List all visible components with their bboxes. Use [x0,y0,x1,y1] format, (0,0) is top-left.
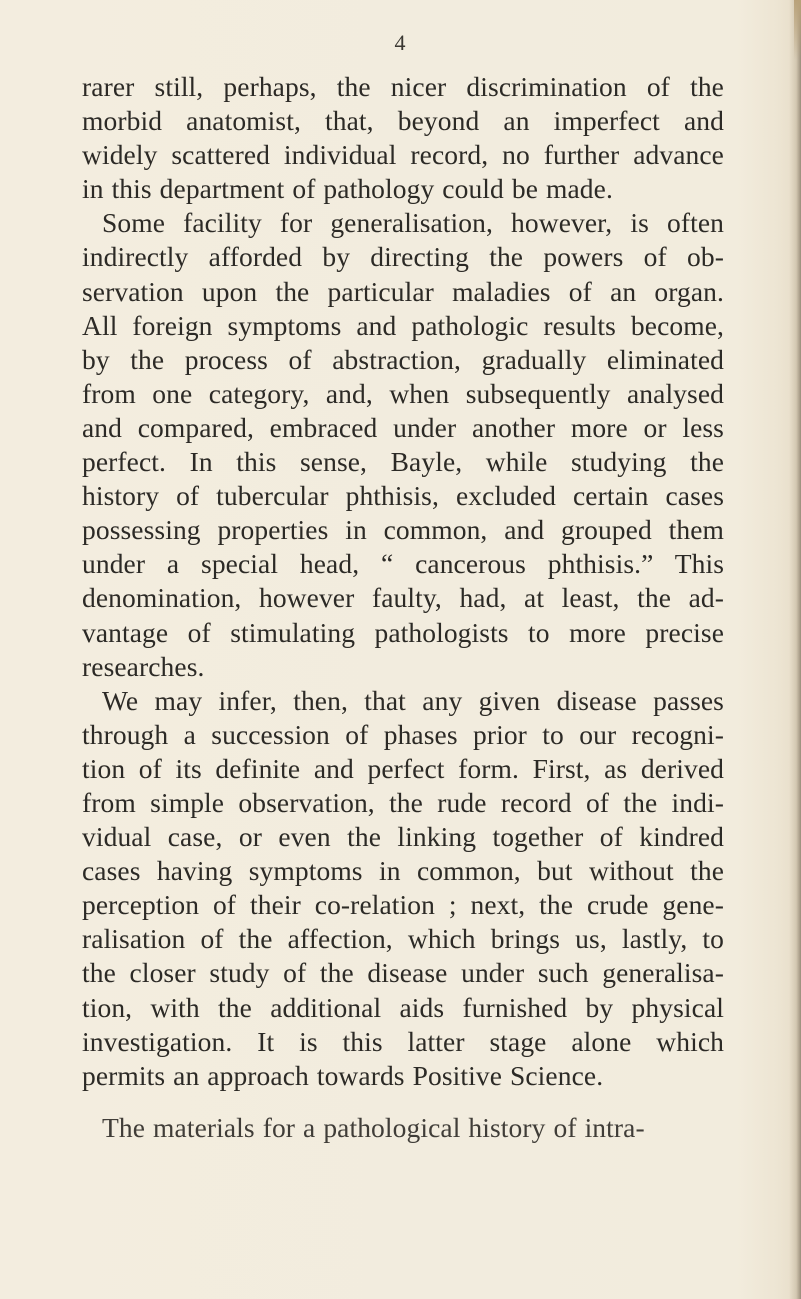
text-line: All foreign symptoms and pathologic results become, [82,309,724,341]
text-line: rarer still, perhaps, the nicer discrimination of the [82,71,724,102]
text-line: widely scattered individual record, no further advance [82,139,724,171]
text-line: by the process of abstraction, gradually eliminated [82,343,724,375]
text-line: vantage of stimulating pathologists to more precise [82,616,724,648]
text-line: possessing properties in common, and grouped them [82,514,724,546]
text-line: investigation. It is this latter stage alone which [82,1025,724,1057]
text-line: researches. [82,650,205,682]
text-line: indirectly afforded by directing the powers of ob- [82,241,724,273]
text-line: the closer study of the disease under such generalisa- [82,957,724,989]
body-text [82,70,724,1145]
text-line-last: The materials for a pathological history of intra- [102,1111,645,1143]
text-line: through a succession of phases prior to our recogni- [82,718,724,750]
text-line: perception of their co-relation ; next, the crude gene- [82,889,724,921]
text-line: Some facility for generalisation, however, is often [102,207,724,239]
text-line: history of tubercular phthisis, excluded certain cases [82,480,724,512]
text-line: from simple observation, the rude record of the indi- [82,786,724,818]
text-line: morbid anatomist, that, beyond an imperfect and [82,105,724,137]
text-line: in this department of pathology could be made. [82,173,613,205]
text-line: from one category, and, when subsequently analysed [82,377,724,409]
paragraph-gap [82,1093,724,1111]
text-line: and compared, embraced under another more or less [82,411,724,443]
text-line: ralisation of the affection, which brings us, lastly, to [82,923,724,955]
text-line: permits an approach towards Positive Science. [82,1059,604,1091]
text-line: denomination, however faulty, had, at least, the ad- [82,582,724,614]
text-line: tion, with the additional aids furnished by physical [82,991,724,1023]
text-line: cases having symptoms in common, but without the [82,855,724,887]
page-number: 4 [394,30,407,55]
text-line: We may infer, then, that any given disease passes [102,684,724,716]
text-line: vidual case, or even the linking together of kindred [82,821,724,853]
page-edge-shadow [789,0,801,1299]
text-line: perfect. In this sense, Bayle, while studying the [82,446,724,478]
text-line: under a special head, “ cancerous phthisis.” This [82,548,724,580]
text-line: tion of its definite and perfect form. First, as derived [82,752,724,784]
text-line: servation upon the particular maladies of an organ. [82,275,724,307]
